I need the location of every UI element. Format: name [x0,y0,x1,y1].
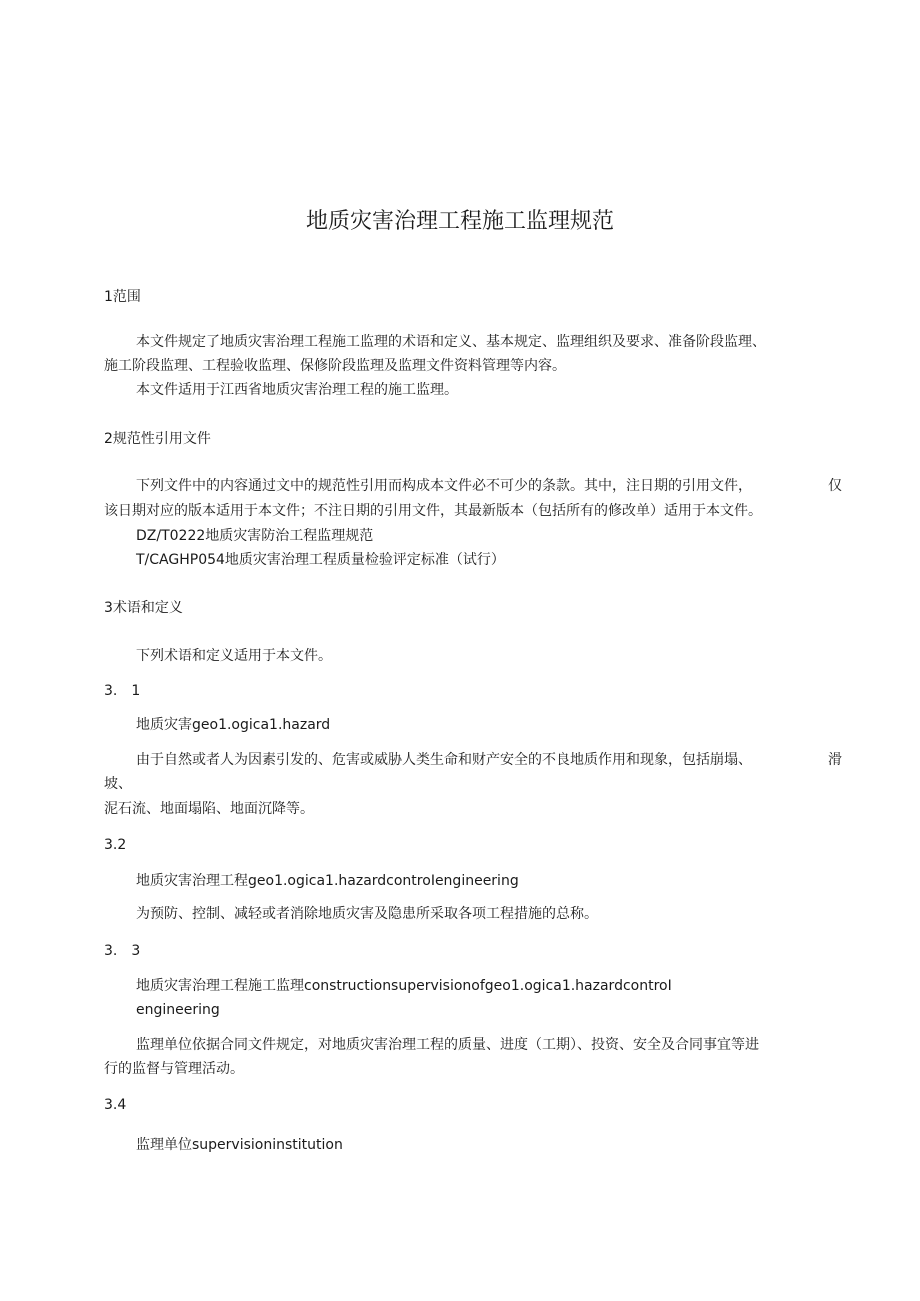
term-title: 监理单位supervisioninstitution [136,1137,343,1153]
term-title: 地质灾害治理工程geo1.ogica1.hazardcontroIengineering [136,873,519,889]
paragraph-line: 监理单位依据合同文件规定，对地质灾害治理工程的质量、进度（工期）、投资、安全及合同事宜等进 [136,1037,759,1053]
section-heading-normative-references: 2规范性引用文件 [104,431,211,447]
paragraph-line: 下列术语和定义适用于本文件。 [136,648,332,664]
reference-item: T/CAGHP054地质灾害治理工程质量检验评定标准（试行） [136,552,505,568]
paragraph-line: 为预防、控制、减轻或者消除地质灾害及隐患所采取各项工程措施的总称。 [136,906,598,922]
paragraph-text: 滑 [828,752,842,768]
section-heading-scope: 1范围 [104,289,141,305]
section-heading-terms: 3术语和定义 [104,600,183,616]
paragraph-line: 本文件规定了地质灾害治理工程施工监理的术语和定义、基本规定、监理组织及要求、准备阶段监理、 [136,334,766,350]
paragraph-text: 仅 [828,478,842,494]
paragraph-line: 坡、 [104,776,132,792]
paragraph-line: 本文件适用于江西省地质灾害治理工程的施工监理。 [136,382,458,398]
paragraph-text: 下列文件中的内容通过文中的规范性引用而构成本文件必不可少的条款。其中，注日期的引用文件， [136,478,752,494]
term-number: 3. 3 [104,943,141,959]
paragraph-line [136,475,842,497]
term-title: 地质灾害geo1.ogica1.hazard [136,717,331,733]
paragraph-line [136,749,842,771]
term-number: 3.2 [104,837,127,853]
reference-item: DZ/T0222地质灾害防治工程监理规范 [136,528,374,544]
paragraph-line: 施工阶段监理、工程验收监理、保修阶段监理及监理文件资料管理等内容。 [104,358,566,374]
term-title: 地质灾害治理工程施工监理constructionsupervisionofgeo1.ogica1.hazardcontroI [136,978,672,994]
term-number: 3. 1 [104,683,141,699]
term-title: engineering [136,1002,220,1018]
paragraph-line: 泥石流、地面塌陷、地面沉降等。 [104,801,314,817]
page-title: 地质灾害治理工程施工监理规范 [305,209,614,234]
term-number: 3.4 [104,1097,127,1113]
paragraph-line: 行的监督与管理活动。 [104,1061,244,1077]
paragraph-text: 由于自然或者人为因素引发的、危害或威胁人类生命和财产安全的不良地质作用和现象，包括崩塌、 [136,752,752,768]
paragraph-line: 该日期对应的版本适用于本文件；不注日期的引用文件，其最新版本（包括所有的修改单）适用于本文件。 [104,503,762,519]
